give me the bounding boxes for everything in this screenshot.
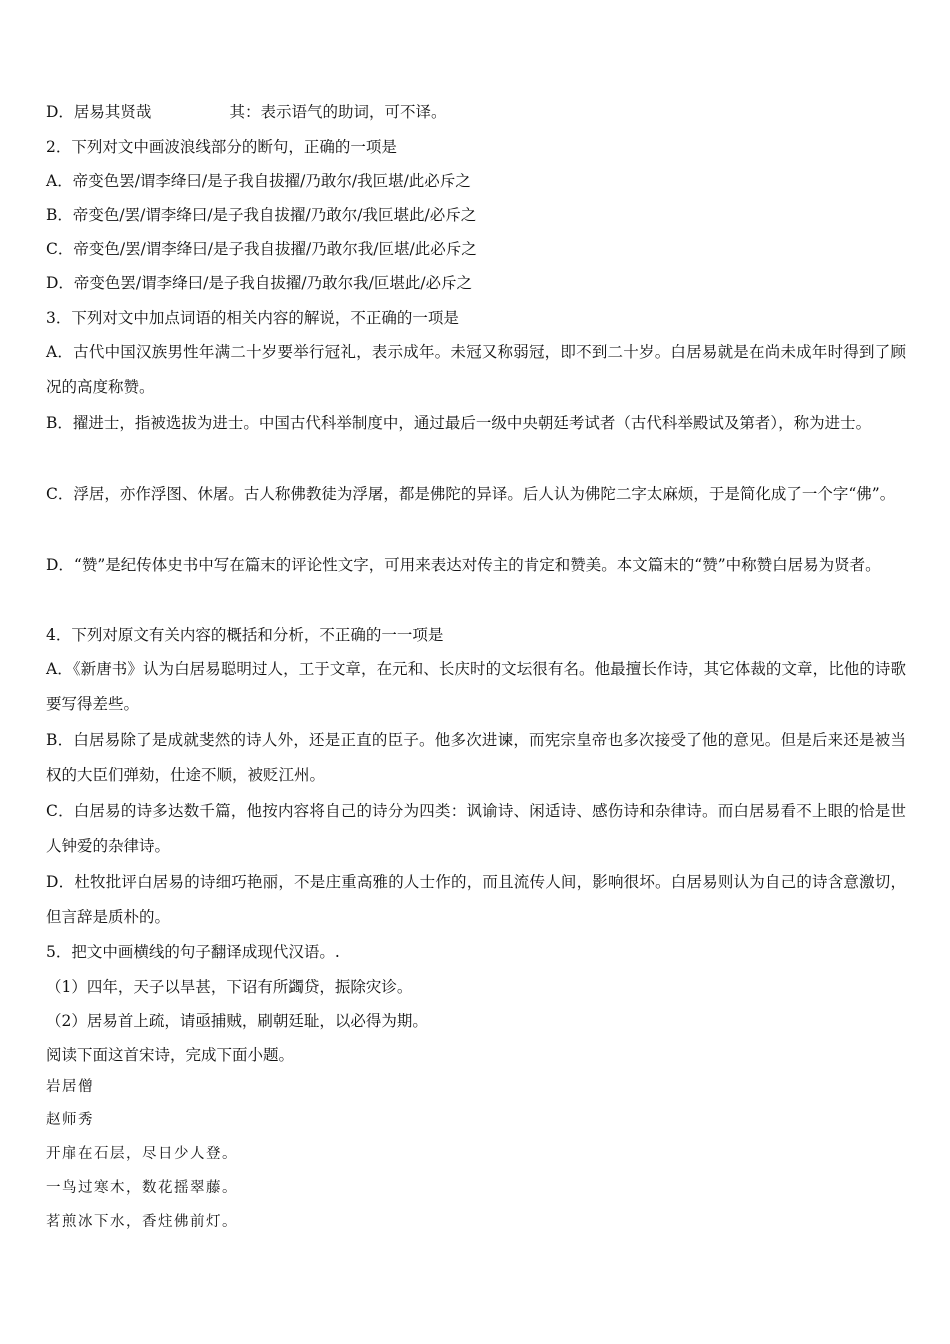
q4-option-b: B．白居易除了是成就斐然的诗人外，还是正直的臣子。他多次进谏，而宪宗皇帝也多次接受了他的意见。但是后来还是被当权的大臣们弹劾，仕途不顺，被贬江州。 (46, 731, 906, 784)
poem-line-2: 一鸟过寒木，数花摇翠藤。 (46, 1180, 238, 1196)
q2-option-b: B．帝变色/罢/谓李绛曰/是子我自拔擢/乃敢尔/我叵堪此/必斥之 (46, 206, 477, 224)
q2-option-a: A．帝变色罢/谓李绛曰/是子我自拔擢/乃敢尔/我叵堪/此必斥之 (46, 172, 471, 190)
q1-option-d (46, 101, 446, 123)
q4-option-c: C．白居易的诗多达数千篇，他按内容将自己的诗分为四类：讽谕诗、闲适诗、感伤诗和杂律诗。而白居易看不上眼的恰是世人钟爱的杂律诗。 (46, 802, 906, 855)
q2-stem: 2．下列对文中画波浪线部分的断句，正确的一项是 (46, 138, 397, 156)
q1-option-d-note: 其：表示语气的助词，可不译。 (229, 103, 447, 121)
poem-line-1: 开扉在石层，尽日少人登。 (46, 1146, 238, 1162)
poem-title: 岩居僧 (46, 1079, 94, 1095)
q4-option-d: D．杜牧批评白居易的诗细巧艳丽，不是庄重高雅的人士作的，而且流传人间，影响很坏。白居易则认为自己的诗含意激切，但言辞是质朴的。 (46, 873, 906, 926)
reading-intro: 阅读下面这首宋诗，完成下面小题。 (46, 1046, 295, 1064)
q2-option-d: D．帝变色罢/谓李绛曰/是子我自拔擢/乃敢尔我/叵堪此/必斥之 (46, 274, 473, 292)
q5-item-1: （1）四年，天子以旱甚，下诏有所蠲贷，振除灾诊。 (46, 978, 413, 996)
poem-line-3: 茗煎冰下水，香炷佛前灯。 (46, 1214, 238, 1230)
q5-stem: 5．把文中画横线的句子翻译成现代汉语。. (46, 943, 340, 961)
q5-item-2: （2）居易首上疏，请亟捕贼，刷朝廷耻，以必得为期。 (46, 1012, 428, 1030)
q1-option-d-label: D．居易其贤哉 (46, 103, 152, 121)
poem-author: 赵师秀 (46, 1112, 94, 1128)
q3-option-b: B．擢进士，指被选拔为进士。中国古代科举制度中，通过最后一级中央朝廷考试者（古代科举殿试及第者），称为进士。 (46, 414, 872, 432)
q3-option-c: C．浮居，亦作浮图、休屠。古人称佛教徒为浮屠，都是佛陀的异译。后人认为佛陀二字太麻烦，于是简化成了一个字“佛”。 (46, 485, 896, 503)
q4-option-a: A．《新唐书》认为白居易聪明过人，工于文章，在元和、长庆时的文坛很有名。他最擅长作诗，其它体裁的文章，比他的诗歌要写得差些。 (46, 660, 906, 713)
q3-option-a: A．古代中国汉族男性年满二十岁要举行冠礼，表示成年。未冠又称弱冠，即不到二十岁。白居易就是在尚未成年时得到了顾况的高度称赞。 (46, 343, 906, 396)
q3-option-d: D．“赞”是纪传体史书中写在篇末的评论性文字，可用来表达对传主的肯定和赞美。本文篇末的“赞”中称赞白居易为贤者。 (46, 556, 881, 574)
q4-stem: 4．下列对原文有关内容的概括和分析，不正确的一一项是 (46, 626, 444, 644)
q2-option-c: C．帝变色/罢/谓李绛曰/是子我自拔擢/乃敢尔我/叵堪/此必斥之 (46, 240, 477, 258)
q3-stem: 3．下列对文中加点词语的相关内容的解说，不正确的一项是 (46, 309, 459, 327)
